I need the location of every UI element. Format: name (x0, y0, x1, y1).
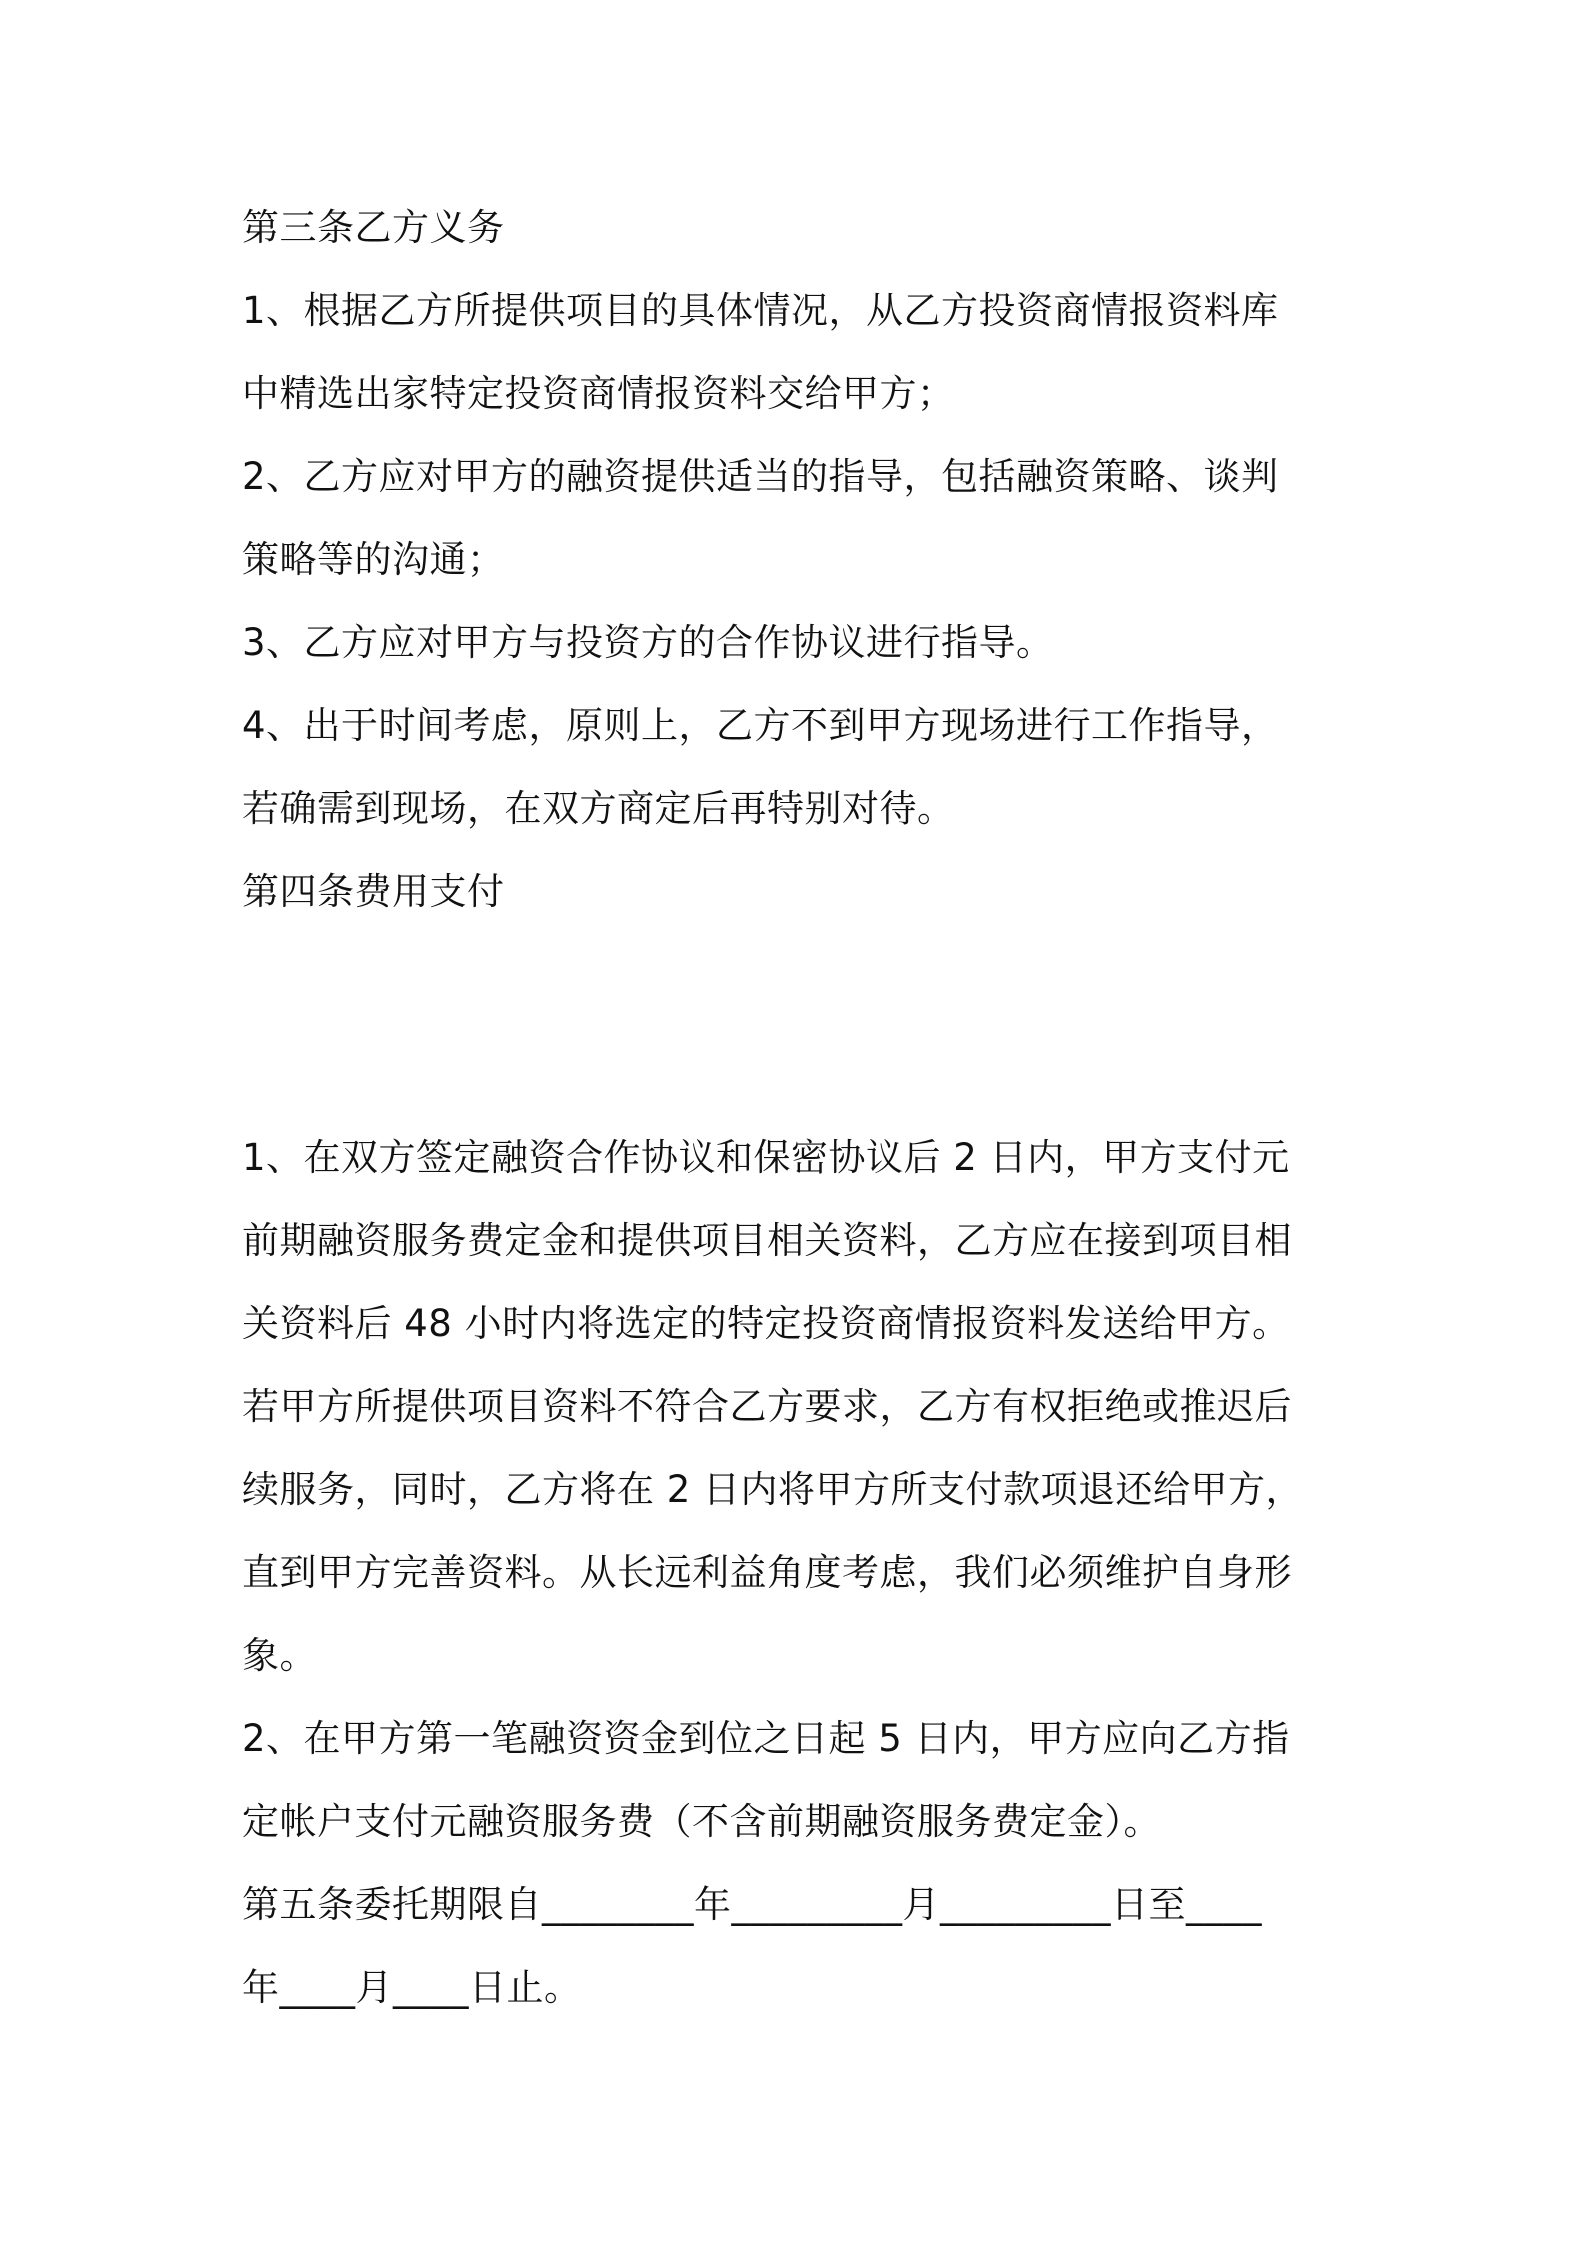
article-4-line: 若甲方所提供项目资料不符合乙方要求，乙方有权拒绝或推迟后 (242, 1385, 1292, 1428)
article-3-line: 2、乙方应对甲方的融资提供适当的指导，包括融资策略、谈判 (242, 455, 1279, 498)
article-4-line: 1、在双方签定融资合作协议和保密协议后 2 日内，甲方支付元 (242, 1136, 1290, 1179)
article-5-line: 第五条委托期限自________年_________月_________日至____ (242, 1883, 1262, 1926)
article-3-line: 1、根据乙方所提供项目的具体情况，从乙方投资商情报资料库 (242, 289, 1279, 332)
article-4-line: 象。 (242, 1634, 317, 1677)
article-3-line: 4、出于时间考虑，原则上，乙方不到甲方现场进行工作指导， (242, 704, 1279, 747)
article-5-line: 年____月____日止。 (242, 1966, 582, 2009)
article-4-line: 定帐户支付元融资服务费（不含前期融资服务费定金）。 (242, 1800, 1161, 1843)
article-3-line: 策略等的沟通； (242, 538, 505, 581)
article-4-heading: 第四条费用支付 (242, 870, 505, 913)
article-3-line: 3、乙方应对甲方与投资方的合作协议进行指导。 (242, 621, 1054, 664)
article-4-5-section (242, 1116, 1362, 2029)
article-3-heading: 第三条乙方义务 (242, 206, 505, 249)
article-4-line: 直到甲方完善资料。从长远利益角度考虑，我们必须维护自身形 (242, 1551, 1292, 1594)
article-4-line: 2、在甲方第一笔融资资金到位之日起 5 日内，甲方应向乙方指 (242, 1717, 1290, 1760)
article-4-line: 关资料后 48 小时内将选定的特定投资商情报资料发送给甲方。 (242, 1302, 1290, 1345)
article-3-line: 若确需到现场，在双方商定后再特别对待。 (242, 787, 955, 830)
article-3-section (242, 186, 1362, 933)
article-4-line: 前期融资服务费定金和提供项目相关资料，乙方应在接到项目相 (242, 1219, 1292, 1262)
article-4-line: 续服务，同时，乙方将在 2 日内将甲方所支付款项退还给甲方， (242, 1468, 1304, 1511)
article-3-line: 中精选出家特定投资商情报资料交给甲方； (242, 372, 955, 415)
